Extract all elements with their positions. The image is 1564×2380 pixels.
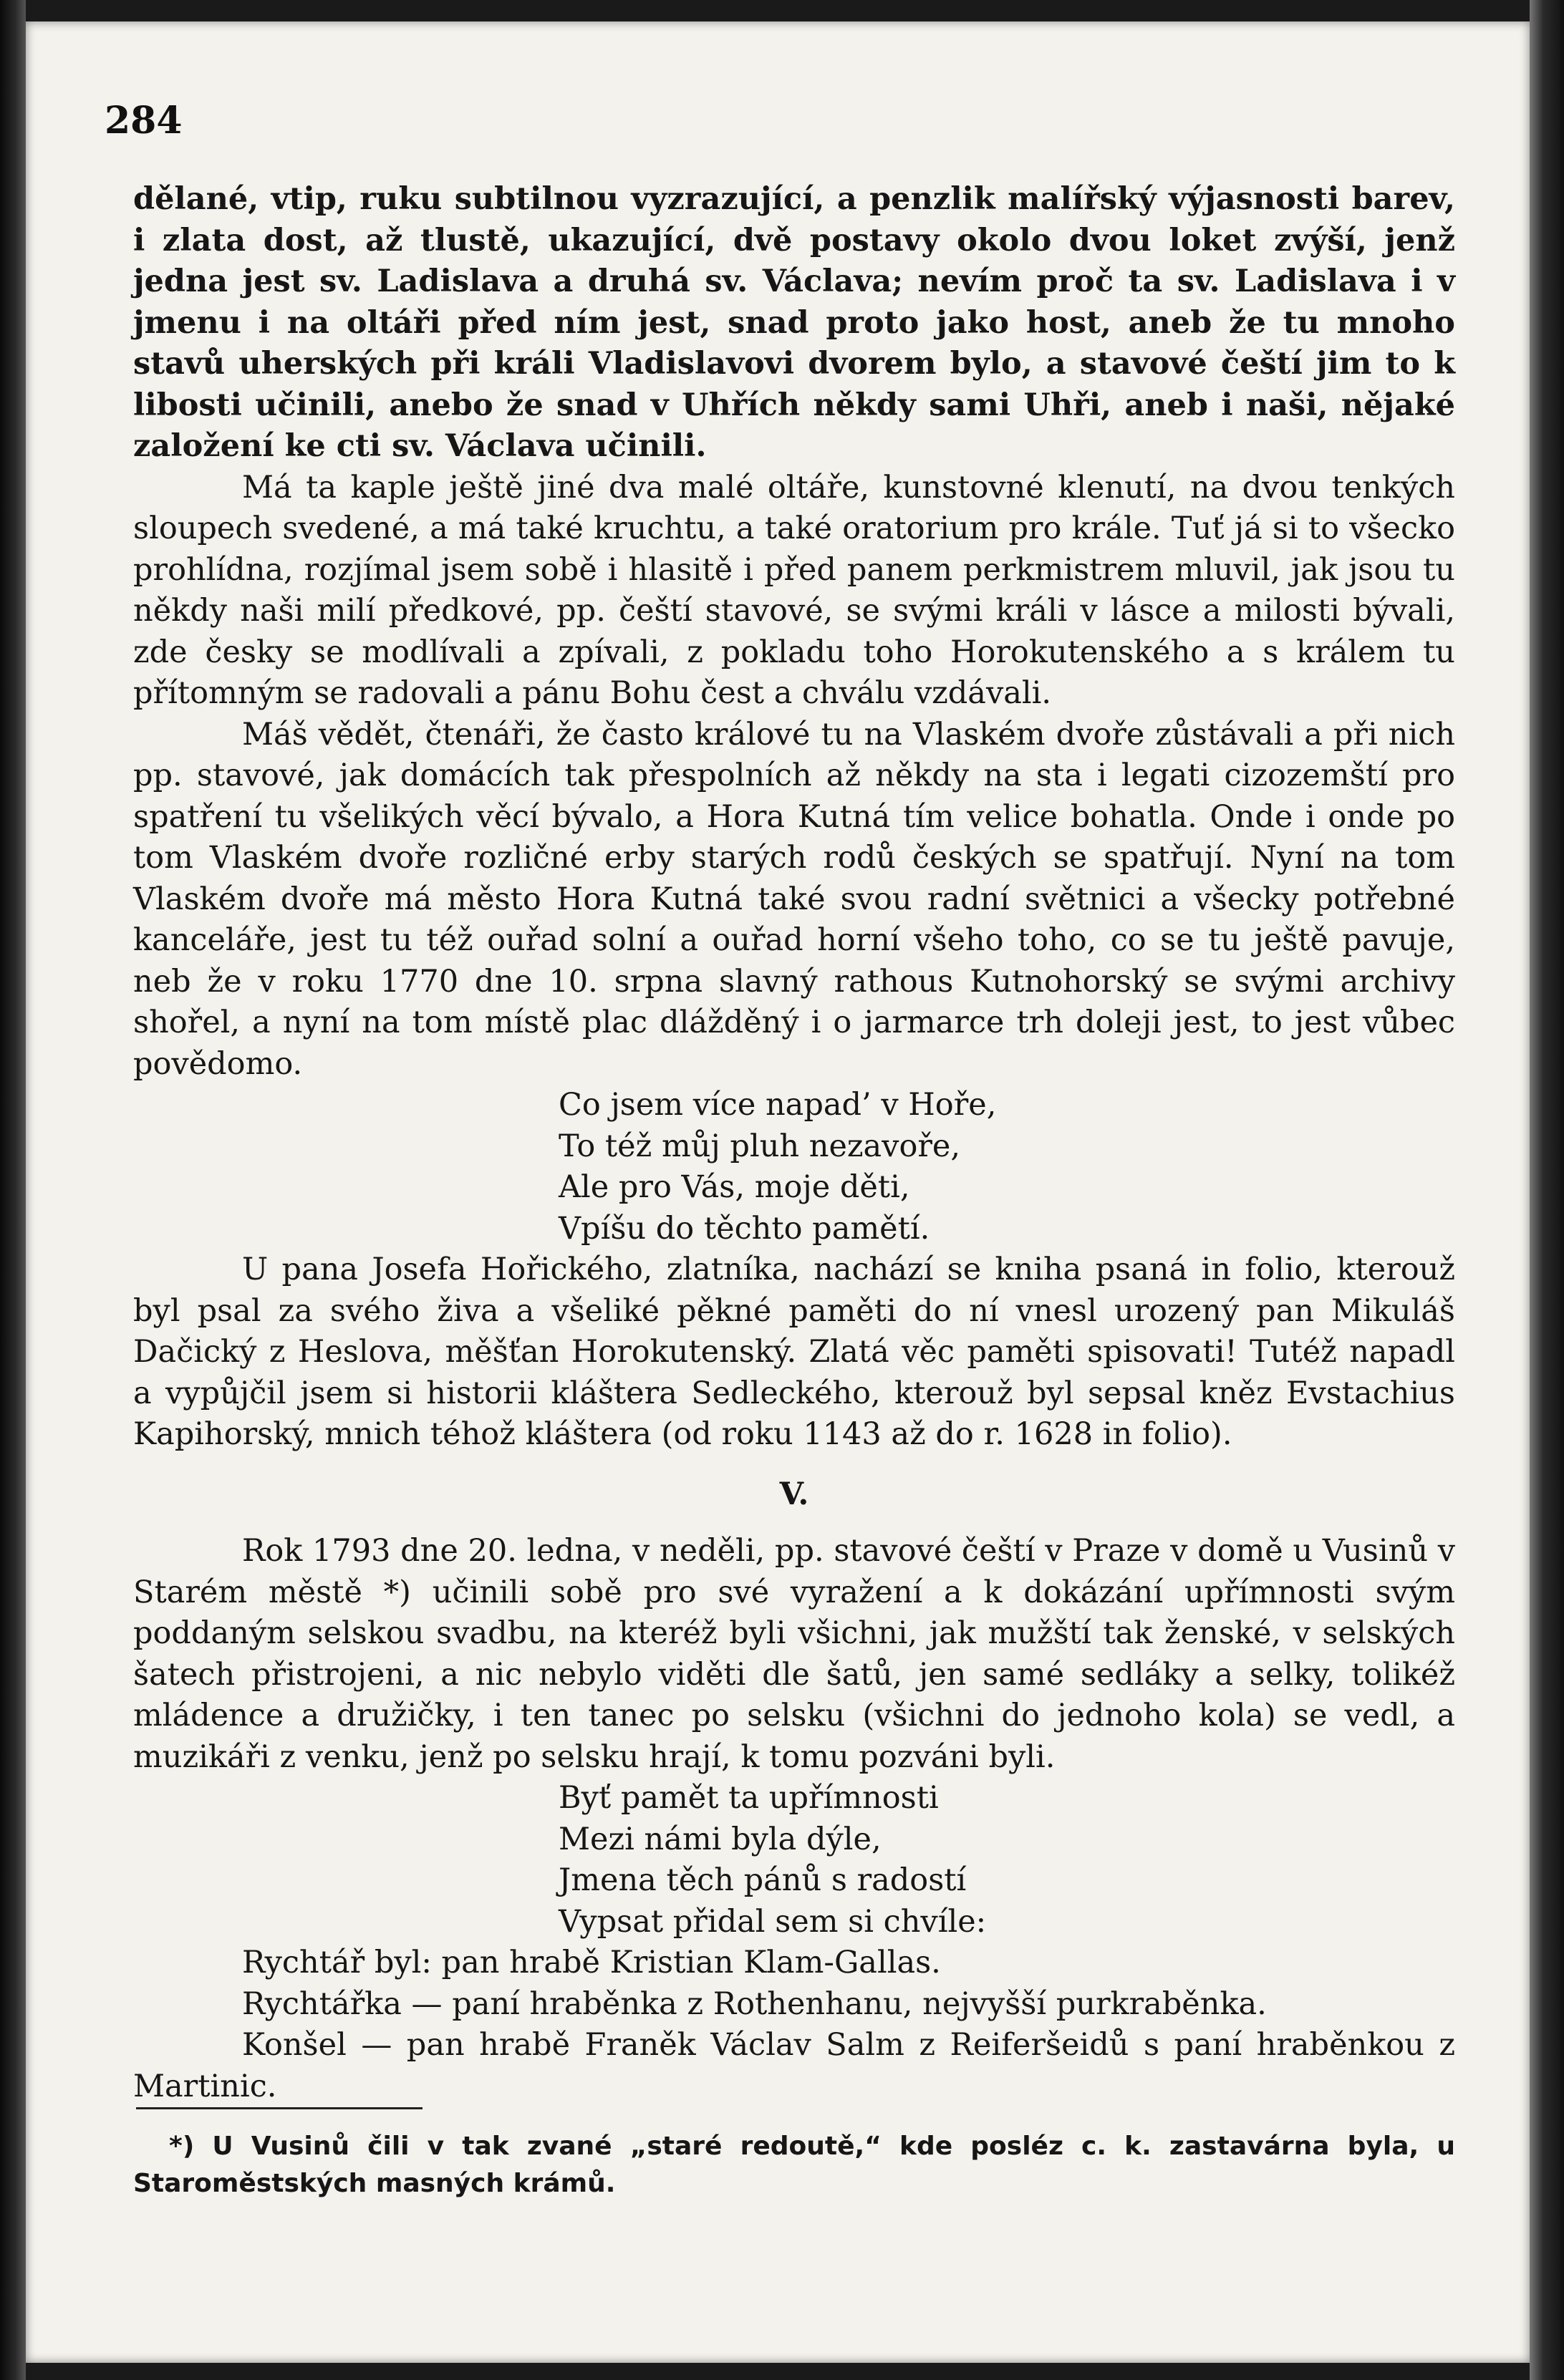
footnote-text: U Vusinů čili v tak zvané „staré redoutě,“ kde posléz c. k. zastavárna byla, u Staroměstských masných krámů.: [133, 2132, 1455, 2198]
verse-2-line: Vypsat přidal sem si chvíle:: [559, 1903, 987, 1940]
verse-1-line: Co jsem více napad’ v Hoře,: [559, 1087, 997, 1123]
verse-1-line: Ale pro Vás, moje děti,: [559, 1169, 910, 1205]
book-spine-shadow: [0, 0, 26, 2380]
footnote-mark: *): [169, 2132, 195, 2161]
page-number: 284: [105, 99, 183, 142]
paragraph-4: U pana Josefa Hořického, zlatníka, nachází se kniha psaná in folio, kterouž byl psal za svého živa a všeliké pěkné paměti do ní vnesl urozený pan Mikuláš Dačický z Heslova, měšťan Horokutenský. Zlatá věc paměti spisovati! Tutéž napadl a vypůjčil jsem si historii kláštera Sedleckého, kterouž byl sepsal kněz Evstachius Kapihorský, mnich téhož kláštera (od roku 1143 až do r. 1628 in folio).: [133, 1252, 1455, 1452]
page-body: [133, 179, 1455, 2107]
list-item-konsel: Konšel — pan hrabě Franěk Václav Salm z Reiferšeidů s paní hraběnkou z Martinic.: [133, 2027, 1455, 2104]
verse-2-line: Jmena těch pánů s radostí: [559, 1862, 967, 1898]
verse-2-line: Byť pamět ta upřímnosti: [559, 1780, 939, 1816]
list-item-rychtarka: Rychtářka — paní hraběnka z Rothenhanu, nejvyšší purkraběnka.: [242, 1985, 1267, 2022]
paragraph-1: dělané, vtip, ruku subtilnou vyzrazující, a penzlik malířský výjasnosti barev, i zlata dost, až tlustě, ukazující, dvě postavy okolo dvou loket zvýší, jenž jedna jest sv. Ladislava a druhá sv. Václava; nevím proč ta sv. Ladislava i v jmenu i na oltáři před ním jest, snad proto jako host, aneb že tu mnoho stavů uherských při králi Vladislavovi dvorem bylo, a stavové čeští jim to k libosti učinili, anebo že snad v Uhřích někdy sami Uhři, aneb i naši, nějaké založení ke cti sv. Václava učinili.: [133, 181, 1455, 464]
footnote-divider: [136, 2107, 423, 2109]
footnote: [133, 2128, 1455, 2202]
verse-2-line: Mezi námi byla dýle,: [559, 1821, 882, 1857]
verse-1: [133, 1085, 1455, 1249]
verse-1-line: To též můj pluh nezavoře,: [559, 1128, 961, 1164]
section-heading: V.: [779, 1476, 809, 1512]
list-item-rychtar: Rychtář byl: pan hrabě Kristian Klam-Gallas.: [242, 1945, 941, 1980]
paragraph-2: Má ta kaple ještě jiné dva malé oltáře, kunstovné klenutí, na dvou tenkých sloupech svedené, a má také kruchtu, a také oratorium pro krále. Tuť já si to všecko prohlídna, rozjímal jsem sobě i hlasitě i před panem perkmistrem mluvil, jak jsou tu někdy naši milí předkové, pp. čeští stavové, se svými králi v lásce a milosti bývali, zde česky se modlívali a zpívali, z pokladu toho Horokutenského a s králem tu přítomným se radovali a pánu Bohu čest a chválu vzdávali.: [133, 469, 1455, 711]
book-edge-shadow: [1530, 0, 1564, 2380]
verse-1-line: Vpíšu do těchto pamětí.: [559, 1210, 930, 1247]
verse-2: [133, 1778, 1455, 1943]
paragraph-3: Máš vědět, čtenáři, že často králové tu na Vlaském dvoře zůstávali a při nich pp. stavové, jak domácích tak přespolních až někdy na sta i legati cizozemští pro spatření tu všelikých věcí bývalo, a Hora Kutná tím velice bohatla. Onde i onde po tom Vlaském dvoře rozličné erby starých rodů českých se spatřují. Nyní na tom Vlaském dvoře má město Hora Kutná také svou radní světnici a všecky potřebné kanceláře, jest tu též ouřad solní a ouřad horní všeho toho, co se tu ještě pavuje, neb že v roku 1770 dne 10. srpna slavný rathous Kutnohorský se svými archivy shořel, a nyní na tom místě plac dlážděný i o jarmarce trh doleji jest, to jest vůbec povědomo.: [133, 716, 1455, 1082]
paragraph-5: Rok 1793 dne 20. ledna, v neděli, pp. stavové čeští v Praze v domě u Vusinů v Starém městě *) učinili sobě pro své vyražení a k dokázání upřímnosti svým poddaným selskou svadbu, na kteréž byli všichni, jak mužští tak ženské, v selských šatech přistrojeni, a nic nebylo viděti dle šatů, jen samé sedláky a selky, tolikéž mládence a družičky, i ten tanec po selsku (všichni do jednoho kola) se vedl, a muzikáři z venku, jenž po selsku hrají, k tomu pozváni byli.: [133, 1533, 1455, 1775]
